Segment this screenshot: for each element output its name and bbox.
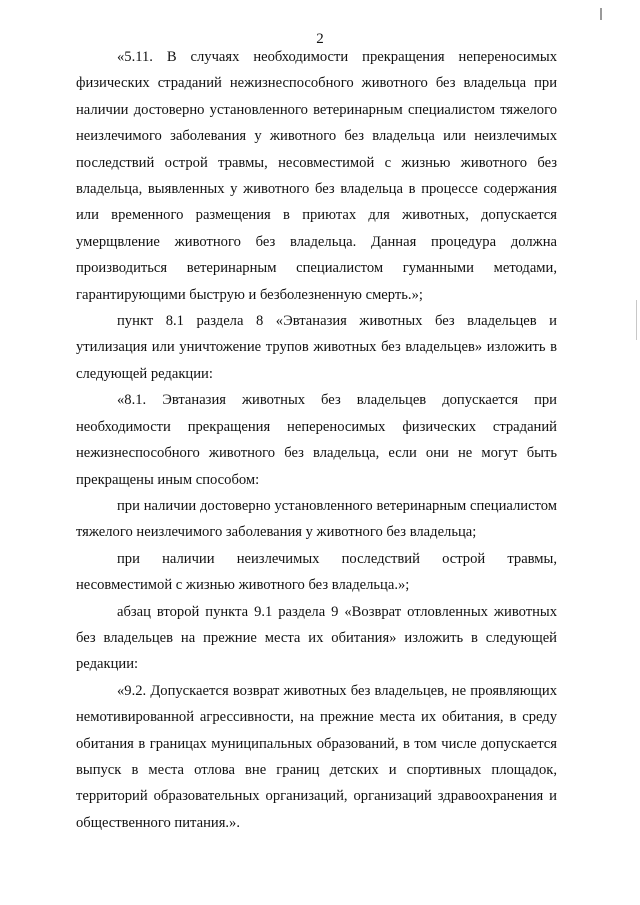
paragraph-8-1-condition-disease: при наличии достоверно установленного ветеринарным специалистом тяжелого неизлечимого заболевания у животного без владельца; bbox=[76, 497, 557, 541]
scan-speck-right-edge bbox=[636, 300, 637, 340]
paragraph-5-11: «5.11. В случаях необходимости прекращения непереносимых физических страданий нежизнеспособного животного без владельца при наличии достоверно установленного ветеринарным специалистом тяжелого неизлечимого заболевания у животного без владельца или неизлечимых последствий острой травмы, несовместимой с жизнью животного без владельца, выявленных у животного без владельца в процессе содержания или временного размещения в приютах для животных, допускается умерщвление животного без владельца. Данная процедура должна производиться ветеринарным специалистом гуманными методами, гарантирующими быструю и безболезненную смерть.»; bbox=[76, 49, 557, 303]
page-number: 2 bbox=[316, 31, 324, 47]
document-body bbox=[76, 44, 557, 836]
paragraph-amend-9-1-intro: абзац второй пункта 9.1 раздела 9 «Возврат отловленных животных без владельцев на прежние места их обитания» изложить в следующей редакции: bbox=[76, 603, 557, 673]
scan-speck-top-right bbox=[600, 8, 602, 20]
paragraph-8-1-condition-trauma: при наличии неизлечимых последствий острой травмы, несовместимой с жизнью животного без владельца.»; bbox=[76, 550, 557, 594]
paragraph-9-2: «9.2. Допускается возврат животных без владельцев, не проявляющих немотивированной агрессивности, на прежние места их обитания, в среду обитания в границах муниципальных образований, в том числе допускается выпуск в места отлова вне границ детских и спортивных площадок, территорий образовательных организаций, организаций здравоохранения и общественного питания.». bbox=[76, 682, 557, 831]
paragraph-8-1: «8.1. Эвтаназия животных без владельцев допускается при необходимости прекращения непереносимых физических страданий нежизнеспособного животного без владельца, если они не могут быть прекращены иным способом: bbox=[76, 392, 557, 488]
paragraph-amend-8-1-intro: пункт 8.1 раздела 8 «Эвтаназия животных без владельцев и утилизация или уничтожение трупов животных без владельцев» изложить в следующей редакции: bbox=[76, 313, 557, 382]
